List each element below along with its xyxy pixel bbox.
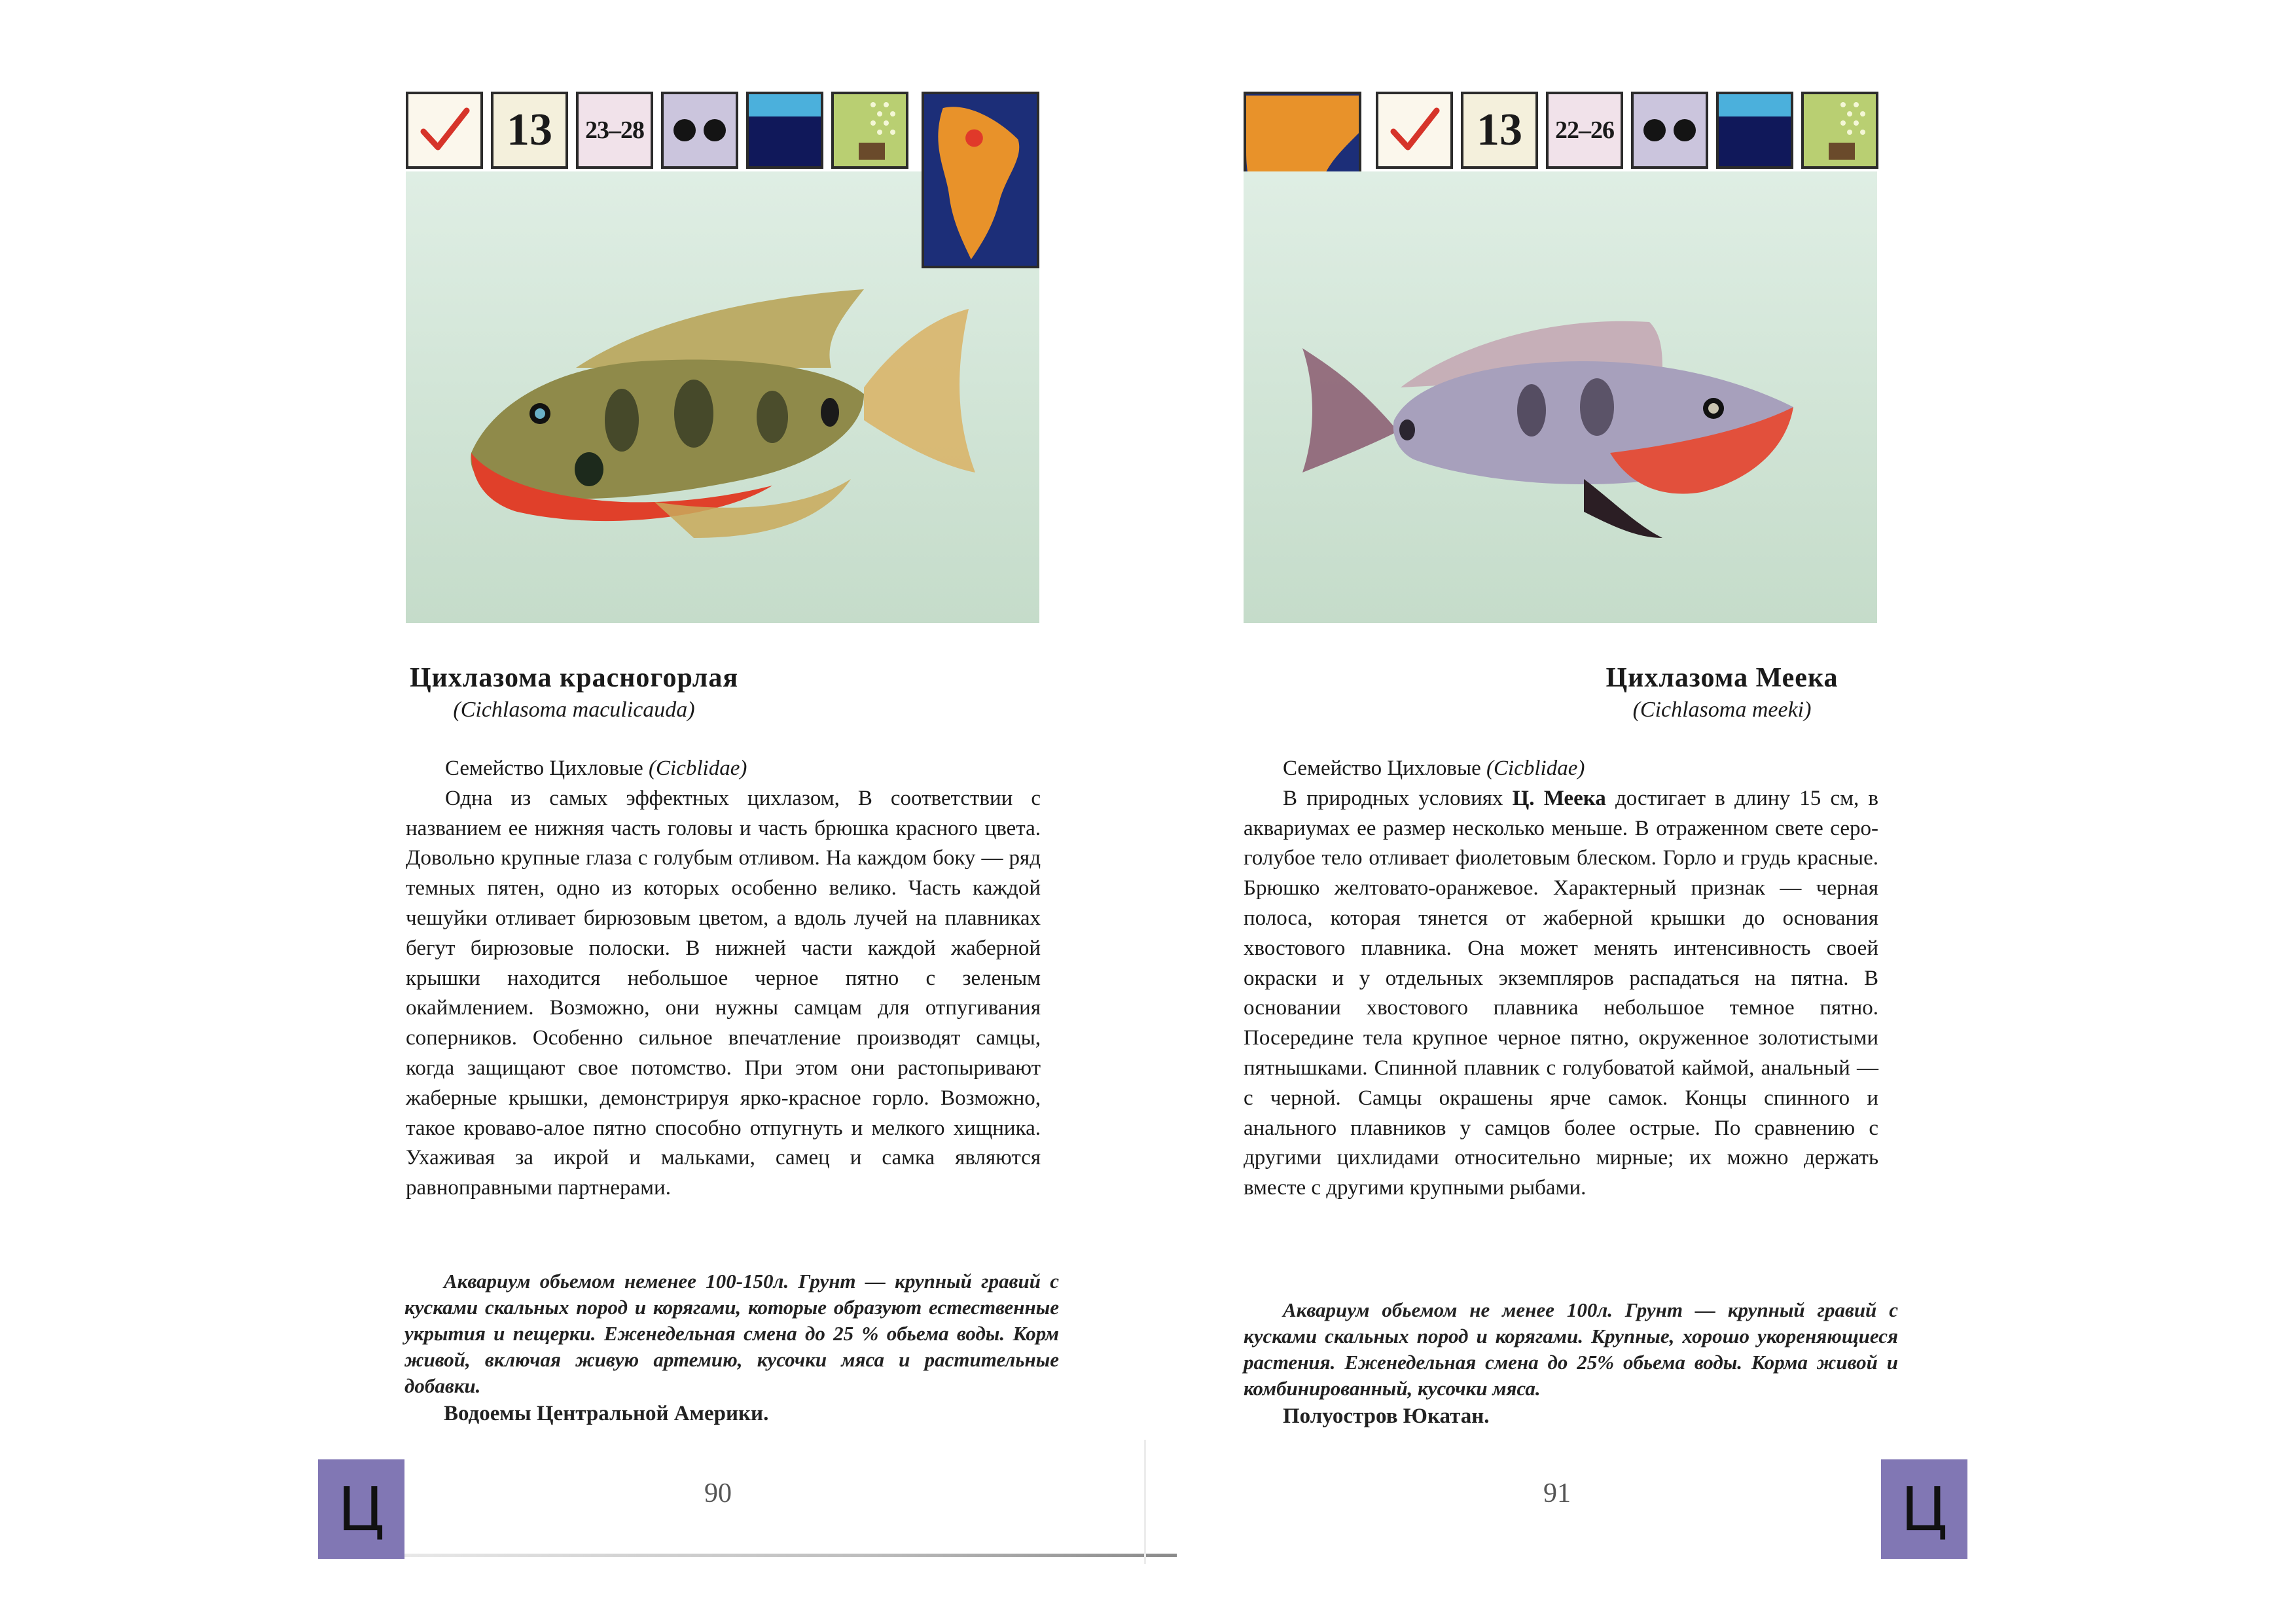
- water-level-icon: [746, 92, 823, 169]
- compatibility-dots-icon: [1631, 92, 1708, 169]
- species-title: Цихлазома красногорлая: [409, 663, 739, 693]
- spine-gutter: [1144, 1440, 1146, 1564]
- description: [406, 754, 1041, 1204]
- substrate-icon: [1801, 92, 1878, 169]
- fish-illustration: [1244, 171, 1877, 623]
- habitat-text: Полуостров Юкатан.: [1283, 1404, 1490, 1428]
- care-icons-row: [406, 92, 908, 169]
- species-title: Цихлазома Меека: [1605, 663, 1839, 693]
- range-map: [922, 92, 1039, 268]
- compatibility-dots-icon: [661, 92, 738, 169]
- description-paragraph: Одна из самых эффектных цихлазом, В соответствии с названием ее нижняя часть головы и часть брюшка красного цвета. Довольно крупные глаза с голубым отливом. На каждом боку — ряд темных пятен, одно из которых особенно велико. Часть каждой чешуйки отливает бирюзовым цветом, а вдоль лучей на плавниках бегут бирюзовые полоски. В нижней части каждой жаберной крышки находится небольшое черное пятно с зеленым окаймлением. Возможно, они нужны самцам для отпугивания соперников. Особенно сильное впечатление производят самцы, когда защищают свое потомство. При этом они растопыривают жаберные крышки, демонстрируя ярко-красное горло. Возможно, такое кроваво-алое пятно способно отпугнуть и мелкого хищника. Ухаживая за икрой и мальками, самец и самка являются равноправными партнерами.: [406, 786, 1041, 1200]
- temperature-badge: 22–26: [1546, 92, 1623, 169]
- care-icons-row: [1376, 92, 1878, 169]
- right-page: [1148, 0, 2296, 1623]
- care-notes: [1244, 1297, 1898, 1429]
- checkmark-icon: [406, 92, 483, 169]
- fish-photo: [1244, 171, 1877, 623]
- care-text: Аквариум обьемом не менее 100л. Грунт — крупный гравий с кусками скальных пород и корягами. Крупные, хорошо укореняющиеся растения. Еженедельная смена до 25% обьема воды. Корма живой и комбинированный, кусочки мяса.: [1244, 1298, 1898, 1400]
- description-paragraph: В природных условиях Ц. Меека достигает в длину 15 см, в аквариумах ее размер несколько меньше. В отраженном свете серо-голубое тело отливает фиолетовым блеском. Горло и грудь красные. Брюшко желтовато-оранжевое. Характерный признак — черная полоса, которая тянется от жаберной крышки до основания хвостового плавника. Она может менять интенсивность своей окраски и у отдельных экземпляров распадаться на пятна. В основании хвостового плавника небольшое темное пятно. Посередине тела крупное черное пятно, окруженное золотистыми пятнышками. Спинной плавник с голубоватой каймой, анальный — с черной. Самцы окрашены ярче самок. Концы спинного и анального плавников у самцов более острые. По сравнению с другими цихлидами относительно мирные; их можно держать вместе с другими крупными рыбами.: [1244, 786, 1878, 1200]
- page-bottom-rule: [404, 1554, 1177, 1557]
- water-level-icon: [1716, 92, 1793, 169]
- alphabet-tab: Ц: [318, 1459, 404, 1559]
- species-latin-name: (Cichlasoma meeki): [1632, 698, 1812, 722]
- habitat-marker-icon: [965, 130, 983, 147]
- checkmark-icon: [1376, 92, 1453, 169]
- family-line: Семейство Цихловые (Cicblidae): [445, 757, 747, 780]
- care-notes: [404, 1268, 1059, 1427]
- species-latin-name: (Cichlasoma maculicauda): [453, 698, 695, 722]
- family-line: Семейство Цихловые (Cicblidae): [1283, 757, 1585, 780]
- substrate-icon: [831, 92, 908, 169]
- page-number: 91: [1543, 1478, 1571, 1508]
- alphabet-tab: Ц: [1881, 1459, 1967, 1559]
- description: [1244, 754, 1878, 1204]
- size-badge: 13: [1461, 92, 1538, 169]
- care-text: Аквариум обьемом неменее 100-150л. Грунт — крупный гравий с кусками скальных пород и корягами, которые образуют естественные укрытия и пещерки. Еженедельная смена до 25 % обьема воды. Корм живой, включая живую артемию, кусочки мяса и растительные добавки.: [404, 1270, 1059, 1397]
- habitat-text: Водоемы Центральной Америки.: [444, 1402, 769, 1425]
- size-badge: 13: [491, 92, 568, 169]
- temperature-badge: 23–28: [576, 92, 653, 169]
- page-number: 90: [704, 1478, 732, 1508]
